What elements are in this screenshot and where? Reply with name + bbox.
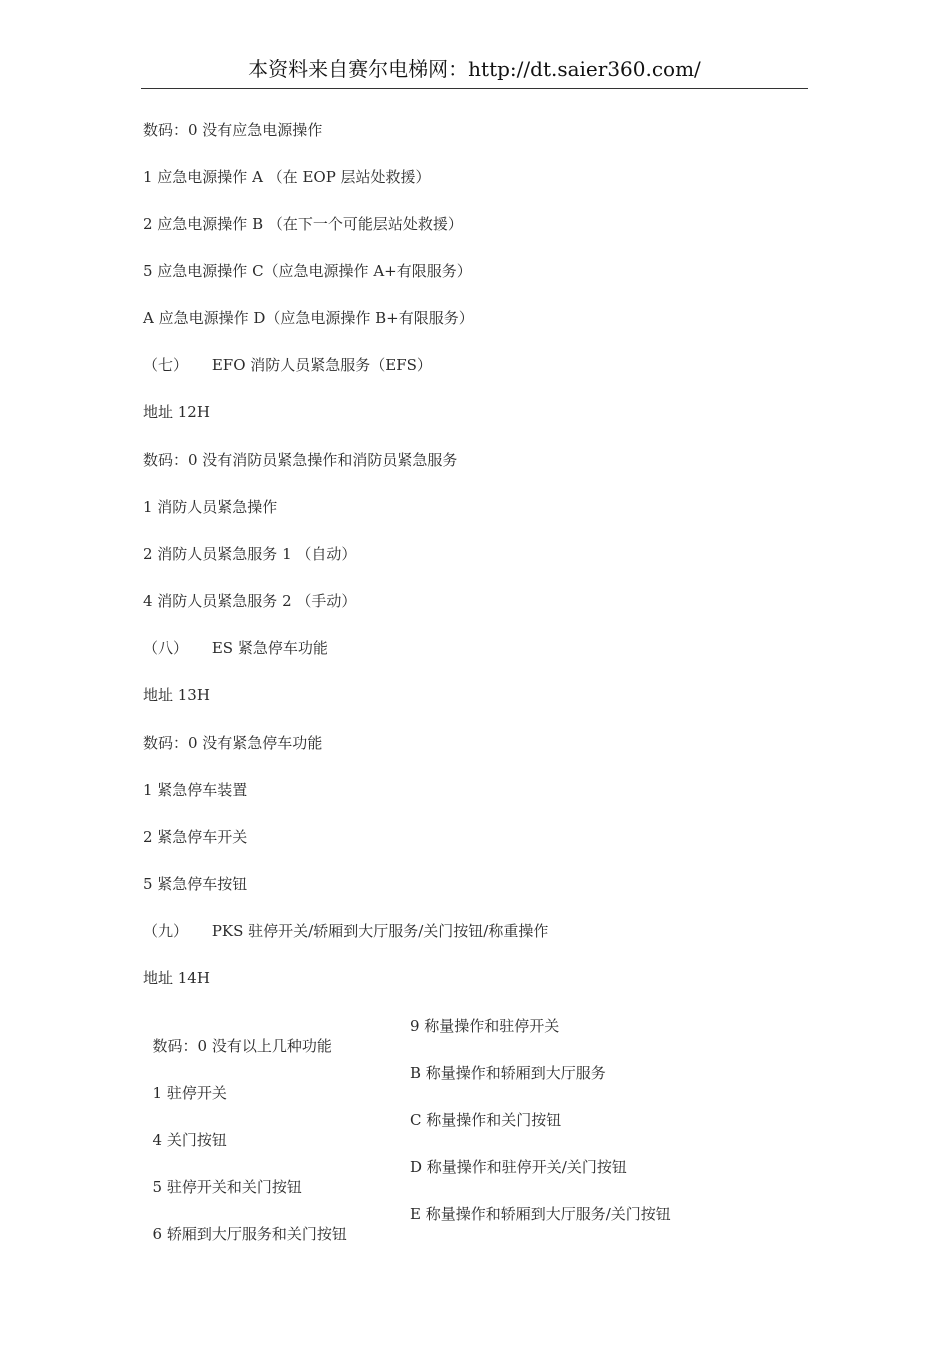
text-line: A 应急电源操作 D（应急电源操作 B+有限服务） (143, 309, 474, 327)
text-line: 4 消防人员紧急服务 2 （手动） (143, 592, 357, 610)
text-line: 2 消防人员紧急服务 1 （自动） (143, 545, 357, 563)
section-heading: （八） ES 紧急停车功能 (143, 639, 328, 657)
code-left: 1 驻停开关 (152, 1084, 227, 1102)
code-right: D 称量操作和驻停开关/关门按钮 (410, 1158, 627, 1176)
code-left: 6 轿厢到大厅服务和关门按钮 (152, 1225, 347, 1243)
text-line: 1 紧急停车装置 (143, 781, 248, 799)
address-line: 地址 14H (143, 969, 210, 987)
code-left: 数码：0 没有以上几种功能 (152, 1037, 332, 1055)
page-header: 本资料来自赛尔电梯网：http://dt.saier360.com/ (141, 54, 808, 89)
code-right: E 称量操作和轿厢到大厅服务/关门按钮 (410, 1205, 671, 1223)
code-right: 9 称量操作和驻停开关 (410, 1017, 560, 1035)
address-line: 地址 13H (143, 686, 210, 704)
code-right: C 称量操作和关门按钮 (410, 1111, 562, 1129)
text-line: 1 消防人员紧急操作 (143, 498, 278, 516)
code-left: 5 驻停开关和关门按钮 (152, 1178, 302, 1196)
text-line: 数码：0 没有应急电源操作 (143, 121, 323, 139)
address-line: 地址 12H (143, 403, 210, 421)
code-left: 4 关门按钮 (152, 1131, 227, 1149)
text-line: 5 紧急停车按钮 (143, 875, 248, 893)
section-heading: （九） PKS 驻停开关/轿厢到大厅服务/关门按钮/称重操作 (143, 922, 549, 940)
code-right: B 称量操作和轿厢到大厅服务 (410, 1064, 606, 1082)
text-line: 1 应急电源操作 A （在 EOP 层站处救援） (143, 168, 431, 186)
code-row (143, 1204, 671, 1264)
section-heading: （七） EFO 消防人员紧急服务（EFS） (143, 356, 432, 374)
text-line: 2 应急电源操作 B （在下一个可能层站处救援） (143, 215, 463, 233)
text-line: 5 应急电源操作 C（应急电源操作 A+有限服务） (143, 262, 472, 280)
text-line: 2 紧急停车开关 (143, 828, 248, 846)
text-line: 数码：0 没有紧急停车功能 (143, 734, 323, 752)
text-line: 数码：0 没有消防员紧急操作和消防员紧急服务 (143, 451, 458, 469)
